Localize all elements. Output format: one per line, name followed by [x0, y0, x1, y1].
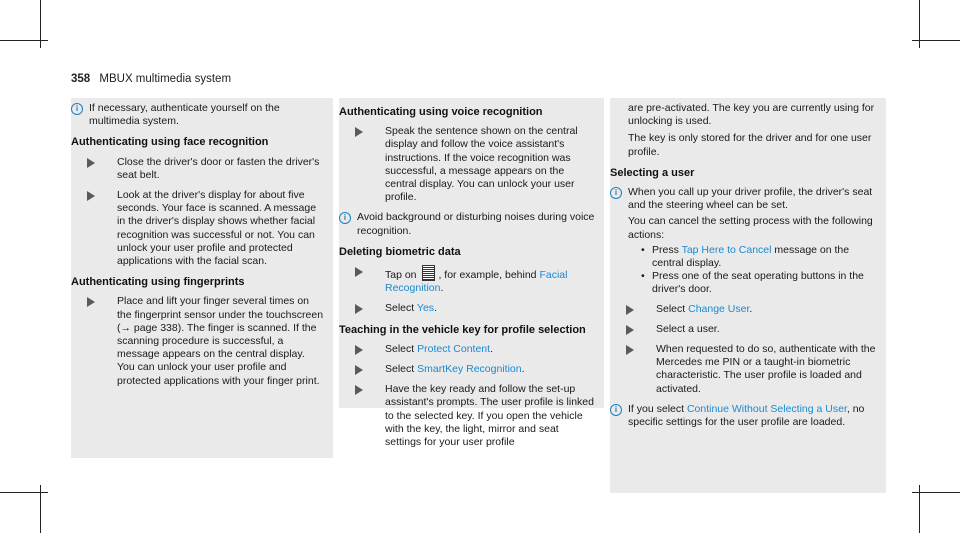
- column-3: [610, 98, 886, 493]
- paragraph: are pre-activated. The key you are currently using for unlocking is used.: [628, 102, 875, 128]
- arrow-icon: [626, 325, 634, 335]
- arrow-icon: [626, 305, 634, 315]
- crop-mark: [0, 492, 48, 493]
- info-note: i When you call up your driver profile, the driver's seat and the steering wheel can be set.: [610, 186, 878, 212]
- info-icon: i: [610, 404, 622, 416]
- change-user-link[interactable]: Change User: [688, 302, 750, 315]
- info-note: i Avoid background or disturbing noises during voice recognition.: [339, 211, 596, 237]
- arrow-icon: [87, 297, 95, 307]
- section-heading: Authenticating using fingerprints: [71, 276, 245, 289]
- step: Place and lift your finger several times on the fingerprint sensor under the touchscreen (→ page 338). The finger is scanned. If the scanning procedure is successful, a message appears on the central display. You can unlock your user profile and protected applications with your finger print.: [71, 295, 325, 387]
- section-heading: Teaching in the vehicle key for profile selection: [339, 323, 586, 336]
- page-title: MBUX multimedia system: [99, 73, 232, 85]
- info-icon: i: [610, 187, 622, 199]
- info-icon: i: [71, 103, 83, 115]
- arrow-icon: [626, 345, 634, 355]
- step: Select Change User.: [610, 303, 878, 316]
- continue-without-selecting-link[interactable]: Continue Without Selecting a User: [686, 402, 847, 415]
- step: Tap on , for example, behind Facial Recognition.: [339, 265, 596, 295]
- step: Have the key ready and follow the set-up assistant's prompts. The user profile is linked to the selected key. If you open the vehicle with the key, the light, mirror and seat settings for your user profile: [339, 383, 596, 449]
- section-heading: Selecting a user: [610, 166, 695, 179]
- page-number: 358: [71, 73, 91, 85]
- arrow-icon: [355, 385, 363, 395]
- tap-here-to-cancel-link[interactable]: Tap Here to Cancel: [681, 243, 772, 256]
- step: When requested to do so, authenticate with the Mercedes me PIN or a taught-in biometric characteristic. The user profile is loaded and activated.: [610, 343, 878, 396]
- arrow-icon: [355, 365, 363, 375]
- step: Select Yes.: [339, 302, 596, 315]
- page-header: [71, 73, 231, 85]
- column-2: [339, 98, 604, 449]
- yes-link[interactable]: Yes: [416, 302, 435, 315]
- section-heading: Authenticating using voice recognition: [339, 106, 543, 118]
- step: Select Protect Content.: [339, 343, 596, 356]
- list-item: • Press one of the seat operating buttons in the driver's door.: [638, 270, 878, 296]
- delete-icon: [422, 265, 435, 281]
- crop-mark: [912, 40, 960, 41]
- step: Select a user.: [610, 323, 878, 336]
- section-heading: Deleting biometric data: [339, 245, 461, 258]
- paragraph: You can cancel the setting process with the following actions:: [628, 215, 873, 241]
- step: Look at the driver's display for about five seconds. Your face is scanned. A message in the driver's display shows whether facial recognition was successful or not. You can unlock your user profile and protected applications with the facial scan.: [71, 189, 325, 268]
- step: Close the driver's door or fasten the driver's seat belt.: [71, 156, 325, 182]
- smartkey-recognition-link[interactable]: SmartKey Recognition: [417, 363, 522, 376]
- step: Speak the sentence shown on the central display and follow the voice assistant's instructions. If the voice recognition was successful, a message appears on the central display. You can unlock your user profile.: [339, 125, 596, 204]
- bullet-list: [610, 244, 878, 297]
- paragraph: The key is only stored for the driver and for one user profile.: [628, 132, 872, 158]
- info-note: i If necessary, authenticate yourself on the multimedia system.: [71, 102, 325, 128]
- crop-mark: [912, 492, 960, 493]
- arrow-icon: [355, 127, 363, 137]
- list-item: • Press Tap Here to Cancel message on the central display.: [638, 244, 878, 270]
- arrow-icon: [355, 345, 363, 355]
- arrow-icon: [87, 158, 95, 168]
- arrow-icon: [87, 191, 95, 201]
- info-icon: i: [339, 212, 351, 224]
- arrow-icon: [355, 267, 363, 277]
- column-1: [71, 98, 333, 458]
- facial-recognition-link[interactable]: Facial Recognition: [385, 269, 568, 295]
- crop-mark: [0, 40, 48, 41]
- section-heading: Authenticating using face recognition: [71, 136, 269, 149]
- step: Select SmartKey Recognition.: [339, 363, 596, 376]
- protect-content-link[interactable]: Protect Content: [417, 342, 491, 355]
- arrow-icon: [355, 304, 363, 314]
- info-note: i If you select Continue Without Selecting a User, no specific settings for the user profile are loaded.: [610, 403, 878, 429]
